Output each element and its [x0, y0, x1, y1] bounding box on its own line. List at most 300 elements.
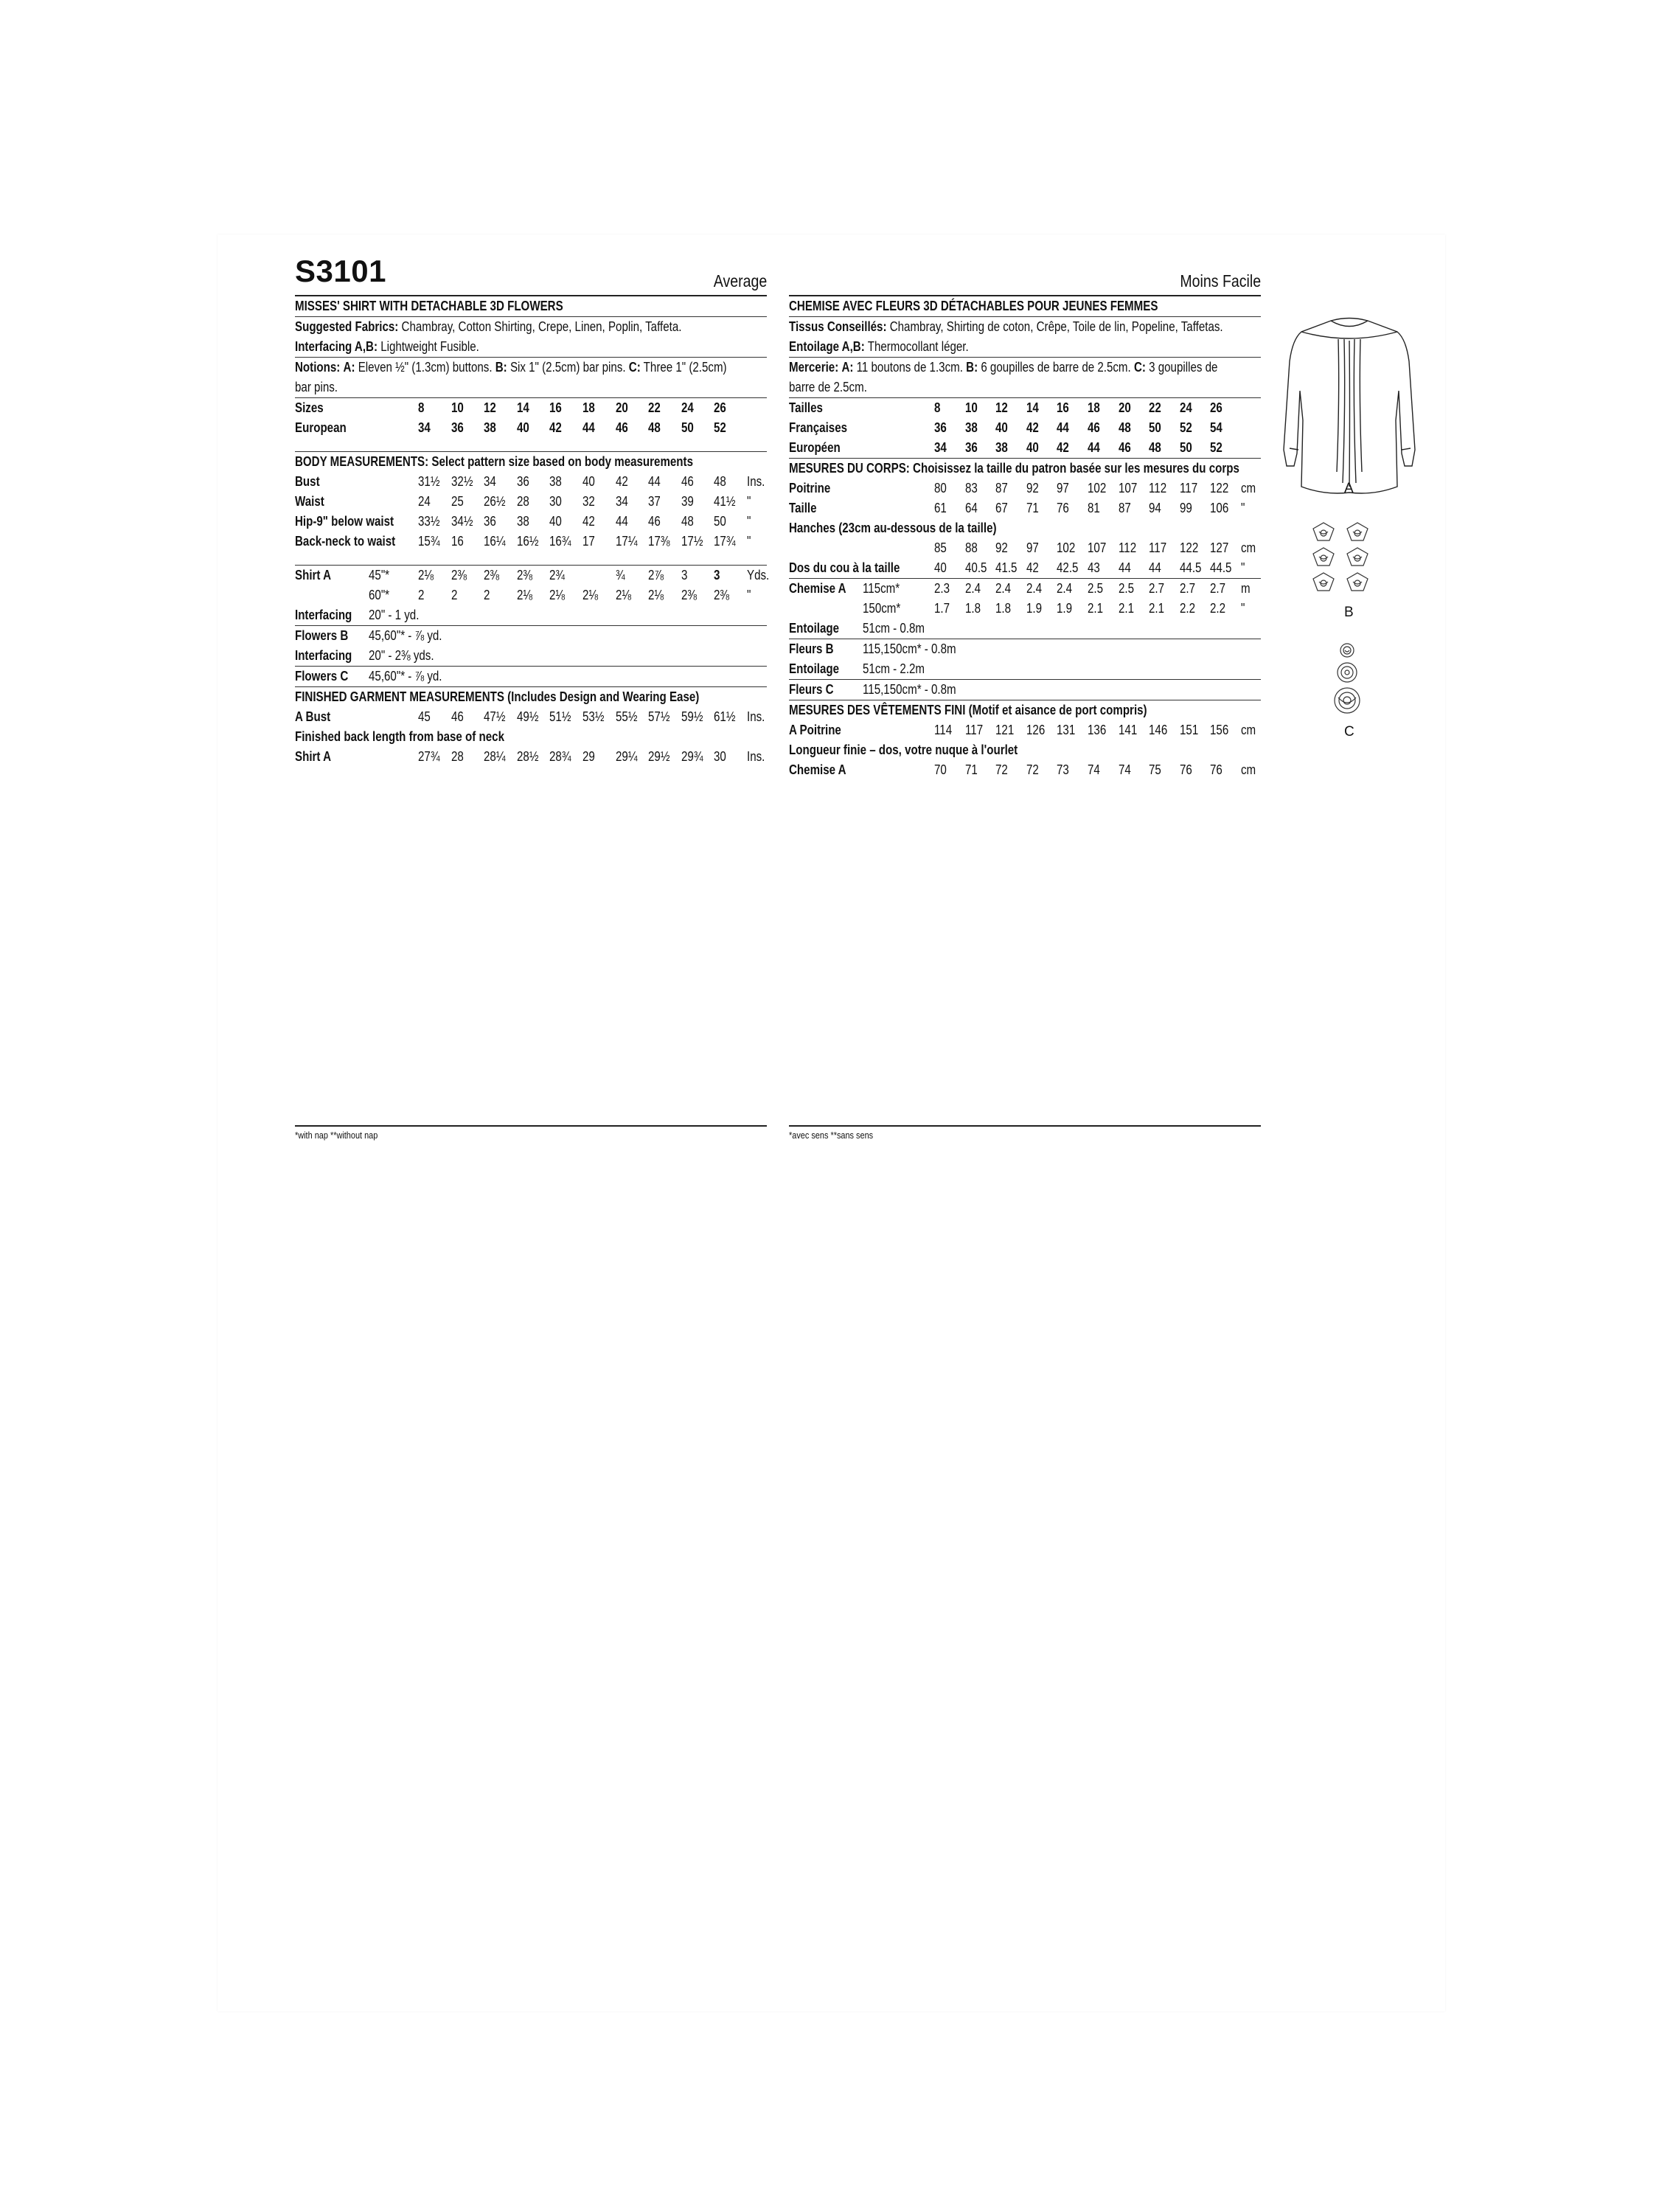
row-value: 46: [615, 420, 628, 435]
longueur-heading: Longueur finie – dos, votre nuque à l'ourlet: [789, 742, 1018, 757]
row-value: 81: [1088, 501, 1100, 515]
row-value: 1.8: [964, 601, 981, 616]
row-value: 64: [964, 501, 978, 515]
figure-c-label: C: [1344, 724, 1354, 740]
row-value: 44: [615, 514, 628, 529]
row-label: Bust: [295, 474, 320, 489]
row-value: 2.2: [1210, 601, 1226, 616]
row-value: 114: [934, 723, 953, 737]
row-value: 42: [615, 474, 628, 489]
row-value: 3: [681, 568, 688, 582]
row-label: Tailles: [789, 400, 823, 415]
row-value: 85: [934, 540, 947, 555]
row-value: 16½: [516, 534, 539, 549]
row-value: 2.1: [1088, 601, 1104, 616]
row-value: 75: [1149, 762, 1162, 777]
row-value: 2⅜: [484, 568, 500, 582]
row-value: 28: [451, 749, 464, 764]
row-value: 2.4: [995, 581, 1012, 596]
body-measurements-heading: BODY MEASUREMENTS: Select pattern size based on body measurements: [295, 454, 693, 469]
interfacing-row: [295, 605, 767, 625]
row-label: Shirt A: [295, 568, 332, 582]
row-value: 44: [582, 420, 595, 435]
row-value: 42: [549, 420, 563, 435]
row-value: 38: [995, 440, 1009, 455]
row-value: 24: [418, 494, 431, 509]
row-unit: cm: [1241, 762, 1256, 777]
row-value: 42.5: [1057, 560, 1079, 575]
row-value: 107: [1118, 481, 1137, 495]
row-value: 46: [1088, 420, 1100, 435]
row-value: 126: [1026, 723, 1046, 737]
row-value: 36: [964, 440, 978, 455]
row-width: 150cm*: [863, 601, 901, 616]
row-value: 121: [995, 723, 1015, 737]
row-unit: ": [747, 588, 751, 602]
row-label: Flowers B: [295, 628, 349, 643]
row-value: 141: [1118, 723, 1137, 737]
row-value: 10: [451, 400, 464, 415]
row-value: 54: [1210, 420, 1223, 435]
row-value: 30: [549, 494, 563, 509]
row-value: 112: [1118, 540, 1136, 555]
notions-continued-fr: barre de 2.5cm.: [789, 380, 867, 394]
hanches-row: [789, 538, 1261, 558]
a-poitrine-row: [789, 720, 1261, 740]
row-label: Entoilage: [789, 661, 840, 676]
row-value: 44: [1088, 440, 1100, 455]
row-value: 2.4: [1057, 581, 1073, 596]
row-value: 52: [714, 420, 727, 435]
row-value: 94: [1149, 501, 1162, 515]
row-label: Interfacing: [295, 608, 352, 622]
row-value: 38: [484, 420, 497, 435]
poitrine-row: [789, 479, 1261, 498]
row-unit: m: [1241, 581, 1251, 596]
notions-continued: bar pins.: [295, 380, 338, 394]
row-value: 50: [681, 420, 694, 435]
row-value: 87: [1118, 501, 1131, 515]
row-value: 42: [582, 514, 595, 529]
row-value: 40: [549, 514, 563, 529]
row-value: 71: [1026, 501, 1039, 515]
row-label: Fleurs B: [789, 641, 834, 656]
row-value: 32½: [451, 474, 473, 489]
row-value: 45: [418, 709, 431, 724]
row-width: 51cm - 2.2m: [863, 661, 925, 676]
row-value: 20: [615, 400, 628, 415]
row-value: 2⅛: [516, 588, 532, 602]
row-value: 117: [1149, 540, 1167, 555]
back-neck-row: [295, 532, 767, 552]
row-value: 51½: [549, 709, 571, 724]
row-value: 18: [582, 400, 595, 415]
row-value: 76: [1179, 762, 1192, 777]
row-value: 26: [1210, 400, 1223, 415]
row-value: 52: [1210, 440, 1223, 455]
row-value: 1.9: [1026, 601, 1042, 616]
row-value: 30: [714, 749, 727, 764]
difficulty-level: Average: [713, 271, 767, 291]
footnote-fr: *avec sens **sans sens: [789, 1125, 1261, 1144]
row-value: 8: [418, 400, 425, 415]
row-value: 2⅛: [648, 588, 664, 602]
row-value: 70: [934, 762, 947, 777]
row-value: 20: [1118, 400, 1131, 415]
row-value: 127: [1210, 540, 1229, 555]
chemise-a-150-row: [789, 599, 1261, 619]
row-value: 2.5: [1118, 581, 1134, 596]
row-label: Fleurs C: [789, 682, 834, 697]
row-unit: cm: [1241, 540, 1256, 555]
row-value: 53½: [582, 709, 605, 724]
row-value: 1.8: [995, 601, 1012, 616]
notions-fr: Mercerie: A: 11 boutons de 1.3cm. B: 6 goupilles de barre de 2.5cm. C: 3 goupilles de: [789, 360, 1218, 375]
french-sizes-row: [789, 418, 1261, 438]
row-label: Taille: [789, 501, 817, 515]
row-value: 107: [1088, 540, 1107, 555]
row-value: 76: [1057, 501, 1070, 515]
row-value: 29: [582, 749, 595, 764]
row-label: A Poitrine: [789, 723, 841, 737]
row-unit: ": [747, 514, 751, 529]
shirt-a-length-row: [295, 747, 767, 767]
finished-measurements-heading-fr: MESURES DES VÊTEMENTS FINI (Motif et aisance de port compris): [789, 703, 1147, 717]
shirt-a-45-row: [295, 566, 770, 585]
row-value: 34: [934, 440, 947, 455]
row-value: 106: [1210, 501, 1229, 515]
row-value: 42: [1057, 440, 1070, 455]
row-value: 92: [995, 540, 1009, 555]
flowers-c-sketch: [1279, 641, 1419, 723]
row-value: 2.1: [1118, 601, 1134, 616]
row-value: 2⅛: [615, 588, 631, 602]
european-sizes-row: [295, 418, 767, 438]
row-unit: ": [1241, 601, 1245, 616]
row-width: 51cm - 0.8m: [863, 621, 925, 636]
row-value: 14: [516, 400, 529, 415]
row-value: 71: [964, 762, 978, 777]
flowers-c-row: [295, 667, 767, 686]
row-value: 46: [1118, 440, 1131, 455]
row-value: 32: [582, 494, 595, 509]
row-value: 2⅛: [549, 588, 566, 602]
row-value: 17½: [681, 534, 703, 549]
finished-measurements-heading: FINISHED GARMENT MEASUREMENTS (Includes Design and Wearing Ease): [295, 689, 700, 704]
row-value: 2⅛: [582, 588, 599, 602]
row-value: 50: [1149, 420, 1162, 435]
row-width: 115cm*: [863, 581, 900, 596]
difficulty-level-fr: Moins Facile: [1180, 271, 1261, 291]
entoilage-row: [789, 619, 1261, 639]
row-value: 41½: [714, 494, 736, 509]
row-value: 2: [451, 588, 458, 602]
row-value: 12: [484, 400, 497, 415]
row-value: 44.5: [1210, 560, 1232, 575]
row-value: 99: [1179, 501, 1192, 515]
row-width: 20" - 2⅜ yds.: [369, 648, 434, 663]
row-value: 102: [1057, 540, 1076, 555]
row-value: 122: [1210, 481, 1229, 495]
row-value: 2: [418, 588, 425, 602]
row-value: 2.5: [1088, 581, 1104, 596]
interfacing-note-fr: Entoilage A,B: Thermocollant léger.: [789, 339, 969, 354]
row-value: 31½: [418, 474, 440, 489]
row-value: 87: [995, 481, 1009, 495]
row-value: 44: [1149, 560, 1162, 575]
row-value: 46: [681, 474, 694, 489]
row-value: 42: [1026, 560, 1039, 575]
row-value: 59½: [681, 709, 703, 724]
chemise-a-length-row: [789, 760, 1261, 780]
row-value: 46: [451, 709, 464, 724]
row-value: 38: [516, 514, 529, 529]
row-value: 46: [648, 514, 661, 529]
row-value: 61: [934, 501, 947, 515]
row-value: 16: [549, 400, 563, 415]
row-value: 12: [995, 400, 1009, 415]
row-value: 43: [1088, 560, 1100, 575]
row-value: 92: [1026, 481, 1039, 495]
row-label: Entoilage: [789, 621, 840, 636]
row-value: 2.3: [934, 581, 950, 596]
row-value: 44.5: [1179, 560, 1202, 575]
row-value: 26: [714, 400, 727, 415]
suggested-fabrics: Suggested Fabrics: Chambray, Cotton Shirting, Crepe, Linen, Poplin, Taffeta.: [295, 319, 682, 334]
row-value: 2⅜: [451, 568, 467, 582]
hip-row: [295, 512, 767, 532]
row-value: 2.1: [1149, 601, 1165, 616]
row-label: Françaises: [789, 420, 848, 435]
row-unit: Ins.: [747, 749, 765, 764]
row-value: 40: [582, 474, 595, 489]
row-width: 45"*: [369, 568, 390, 582]
fleurs-c-row: [789, 680, 1261, 700]
row-value: 34½: [451, 514, 473, 529]
row-value: 18: [1088, 400, 1100, 415]
row-label: Poitrine: [789, 481, 831, 495]
row-value: 36: [934, 420, 947, 435]
row-unit: Ins.: [747, 474, 765, 489]
row-value: 151: [1179, 723, 1199, 737]
row-unit: cm: [1241, 723, 1256, 737]
row-width: 45,60"* - ⅞ yd.: [369, 669, 442, 684]
row-value: 15¾: [418, 534, 440, 549]
row-width: 20" - 1 yd.: [369, 608, 420, 622]
row-value: 48: [1118, 420, 1131, 435]
row-value: 73: [1057, 762, 1070, 777]
english-column: [295, 254, 770, 1141]
row-value: 83: [964, 481, 978, 495]
row-value: 117: [964, 723, 983, 737]
row-value: 17⅜: [648, 534, 670, 549]
row-value: 16: [1057, 400, 1070, 415]
row-unit: ": [1241, 560, 1245, 575]
flowers-b-row: [295, 626, 767, 646]
row-value: 50: [714, 514, 727, 529]
row-label: Sizes: [295, 400, 324, 415]
row-value: 2.4: [1026, 581, 1042, 596]
hanches-label: Hanches (23cm au-dessous de la taille): [789, 521, 997, 535]
row-value: 33½: [418, 514, 440, 529]
row-value: 40.5: [964, 560, 987, 575]
row-label: Hip-9" below waist: [295, 514, 394, 529]
back-length-heading: Finished back length from base of neck: [295, 729, 504, 744]
row-value: 2: [484, 588, 490, 602]
row-value: 88: [964, 540, 978, 555]
row-value: 48: [681, 514, 694, 529]
row-value: 2⅜: [714, 588, 730, 602]
row-value: 25: [451, 494, 464, 509]
row-value: 55½: [615, 709, 638, 724]
row-unit: Ins.: [747, 709, 765, 724]
figure-b-label: B: [1344, 605, 1354, 620]
sizes-row: [295, 398, 767, 418]
row-value: 16¾: [549, 534, 571, 549]
row-value: 122: [1179, 540, 1199, 555]
row-value: 28: [516, 494, 529, 509]
row-value: 50: [1179, 440, 1192, 455]
row-value: 52: [1179, 420, 1192, 435]
row-value: 146: [1149, 723, 1168, 737]
row-value: 72: [995, 762, 1009, 777]
row-label: Waist: [295, 494, 324, 509]
row-value: 131: [1057, 723, 1076, 737]
row-value: 44: [1118, 560, 1131, 575]
row-value: 61½: [714, 709, 736, 724]
row-value: 44: [1057, 420, 1070, 435]
row-value: 2.7: [1149, 581, 1165, 596]
row-value: 17¾: [714, 534, 736, 549]
row-value: 28½: [516, 749, 539, 764]
row-value: 16¼: [484, 534, 506, 549]
pattern-title: MISSES' SHIRT WITH DETACHABLE 3D FLOWERS: [295, 299, 563, 313]
row-value: 27¾: [418, 749, 440, 764]
row-value: 80: [934, 481, 947, 495]
row-label: A Bust: [295, 709, 331, 724]
pattern-code: S3101: [295, 254, 386, 288]
row-value: 72: [1026, 762, 1039, 777]
fleurs-b-row: [789, 639, 1261, 659]
a-bust-row: [295, 707, 767, 727]
row-label: European: [295, 420, 347, 435]
notions: Notions: A: Eleven ½" (1.3cm) buttons. B: Six 1" (2.5cm) bar pins. C: Three 1" (2.5cm): [295, 360, 727, 375]
shirt-a-60-row: [295, 585, 767, 605]
pattern-title-fr: CHEMISE AVEC FLEURS 3D DÉTACHABLES POUR JEUNES FEMMES: [789, 299, 1158, 313]
row-value: 17¼: [615, 534, 638, 549]
row-value: ¾: [615, 568, 625, 582]
row-value: 14: [1026, 400, 1039, 415]
row-label: Shirt A: [295, 749, 332, 764]
row-value: 34: [418, 420, 431, 435]
row-value: 74: [1118, 762, 1131, 777]
row-unit: Yds.: [747, 568, 770, 582]
row-value: 37: [648, 494, 661, 509]
row-value: 40: [934, 560, 947, 575]
row-value: 40: [1026, 440, 1039, 455]
row-value: 2⅞: [648, 568, 664, 582]
row-label: Interfacing: [295, 648, 352, 663]
row-value: 10: [964, 400, 978, 415]
row-value: 74: [1088, 762, 1100, 777]
row-value: 16: [451, 534, 464, 549]
row-label: Chemise A: [789, 581, 846, 596]
row-value: 38: [549, 474, 563, 489]
interfacing-b-row: [295, 646, 767, 666]
taille-row: [789, 498, 1261, 518]
figure-a-label: A: [1344, 481, 1354, 496]
row-value: 47½: [484, 709, 506, 724]
row-value: 3: [714, 568, 720, 582]
row-value: 8: [934, 400, 941, 415]
row-value: 28¾: [549, 749, 571, 764]
row-value: 112: [1149, 481, 1167, 495]
row-value: 2.2: [1179, 601, 1195, 616]
entoilage-b-row: [789, 659, 1261, 679]
row-value: 22: [648, 400, 661, 415]
row-value: 24: [681, 400, 694, 415]
row-value: 29¼: [615, 749, 638, 764]
row-value: 2⅜: [516, 568, 532, 582]
row-value: 156: [1210, 723, 1229, 737]
french-column: [789, 264, 1261, 1141]
row-label: Chemise A: [789, 762, 846, 777]
sizes-row-fr: [789, 398, 1261, 418]
waist-row: [295, 492, 767, 512]
row-value: 67: [995, 501, 1009, 515]
row-value: 49½: [516, 709, 539, 724]
row-label: Back-neck to waist: [295, 534, 396, 549]
row-unit: ": [747, 494, 751, 509]
row-value: 36: [516, 474, 529, 489]
row-unit: ": [1241, 501, 1245, 515]
footnote: *with nap **without nap: [295, 1125, 767, 1144]
suggested-fabrics-fr: Tissus Conseillés: Chambray, Shirting de coton, Crêpe, Toile de lin, Popeline, Taffetas.: [789, 319, 1223, 334]
row-value: 136: [1088, 723, 1107, 737]
row-value: 2⅜: [681, 588, 697, 602]
garment-illustrations: [1279, 310, 1419, 752]
row-width: 115,150cm* - 0.8m: [863, 682, 956, 697]
row-value: 97: [1026, 540, 1039, 555]
bust-row: [295, 472, 767, 492]
row-value: 2⅛: [418, 568, 434, 582]
row-value: 102: [1088, 481, 1107, 495]
row-value: 117: [1179, 481, 1197, 495]
dos-row: [789, 558, 1261, 578]
row-value: 44: [648, 474, 661, 489]
row-value: 29½: [648, 749, 670, 764]
row-value: 2¾: [549, 568, 566, 582]
row-value: 34: [615, 494, 628, 509]
row-width: 45,60"* - ⅞ yd.: [369, 628, 442, 643]
row-value: 57½: [648, 709, 670, 724]
row-value: 36: [484, 514, 497, 529]
row-value: 76: [1210, 762, 1223, 777]
row-width: 60"*: [369, 588, 390, 602]
row-value: 48: [714, 474, 727, 489]
row-value: 39: [681, 494, 694, 509]
row-value: 28¼: [484, 749, 506, 764]
row-value: 42: [1026, 420, 1039, 435]
chemise-a-115-row: [789, 579, 1261, 599]
row-value: 48: [1149, 440, 1162, 455]
row-label: Flowers C: [295, 669, 349, 684]
row-value: 2.7: [1179, 581, 1195, 596]
row-value: 97: [1057, 481, 1070, 495]
row-value: 2.4: [964, 581, 981, 596]
row-label: Européen: [789, 440, 841, 455]
row-label: Dos du cou à la taille: [789, 560, 900, 575]
